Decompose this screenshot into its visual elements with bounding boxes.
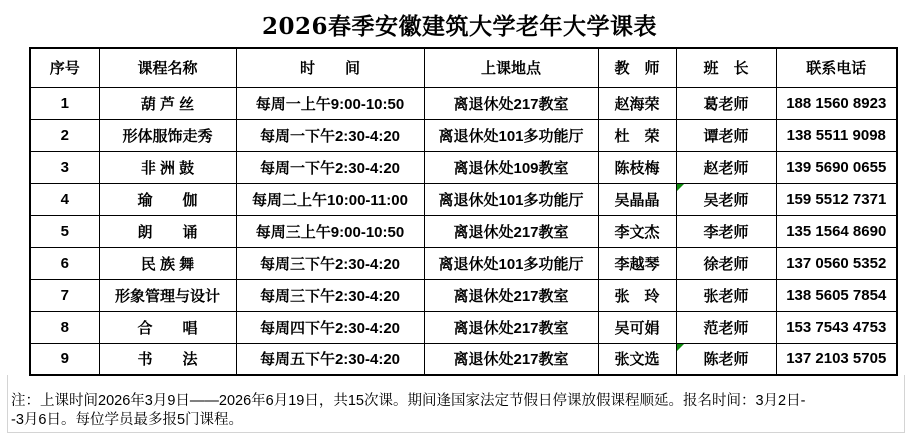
cell-teacher: 李文杰 bbox=[598, 215, 676, 247]
table-row bbox=[30, 279, 897, 311]
cell-monitor: 范老师 bbox=[676, 311, 776, 343]
cell-index: 4 bbox=[30, 183, 99, 215]
cell-course-name: 民 族 舞 bbox=[99, 247, 236, 279]
cell-teacher: 赵海荣 bbox=[598, 87, 676, 119]
cell-teacher: 张文选 bbox=[598, 343, 676, 375]
table-row bbox=[30, 151, 897, 183]
header-location: 上课地点 bbox=[424, 48, 598, 87]
cell-index: 5 bbox=[30, 215, 99, 247]
cell-index: 1 bbox=[30, 87, 99, 119]
cell-time: 每周一下午2:30-4:20 bbox=[236, 151, 424, 183]
table-row bbox=[30, 311, 897, 343]
cell-course-name: 非 洲 鼓 bbox=[99, 151, 236, 183]
cell-phone: 138 5605 7854 bbox=[776, 279, 897, 311]
cell-index: 3 bbox=[30, 151, 99, 183]
cell-time: 每周五下午2:30-4:20 bbox=[236, 343, 424, 375]
cell-course-name: 合 唱 bbox=[99, 311, 236, 343]
cell-phone: 153 7543 4753 bbox=[776, 311, 897, 343]
cell-index: 8 bbox=[30, 311, 99, 343]
cell-course-name: 葫 芦 丝 bbox=[99, 87, 236, 119]
cell-time: 每周三下午2:30-4:20 bbox=[236, 247, 424, 279]
cell-time: 每周三下午2:30-4:20 bbox=[236, 279, 424, 311]
table-row bbox=[30, 215, 897, 247]
error-check-triangle-icon bbox=[677, 184, 684, 191]
cell-course-name: 书 法 bbox=[99, 343, 236, 375]
course-schedule-table bbox=[29, 47, 898, 376]
header-row bbox=[30, 48, 897, 87]
cell-index: 9 bbox=[30, 343, 99, 375]
cell-course-name: 朗 诵 bbox=[99, 215, 236, 247]
header-time: 时 间 bbox=[236, 48, 424, 87]
header-phone: 联系电话 bbox=[776, 48, 897, 87]
cell-monitor: 谭老师 bbox=[676, 119, 776, 151]
table-row bbox=[30, 87, 897, 119]
cell-course-name: 形象管理与设计 bbox=[99, 279, 236, 311]
cell-teacher: 陈枝梅 bbox=[598, 151, 676, 183]
cell-time: 每周三上午9:00-10:50 bbox=[236, 215, 424, 247]
cell-index: 6 bbox=[30, 247, 99, 279]
table-row bbox=[30, 119, 897, 151]
cell-monitor bbox=[676, 183, 776, 215]
cell-teacher: 吴晶晶 bbox=[598, 183, 676, 215]
cell-location: 离退休处217教室 bbox=[424, 311, 598, 343]
cell-phone: 188 1560 8923 bbox=[776, 87, 897, 119]
header-teacher: 教 师 bbox=[598, 48, 676, 87]
cell-teacher: 张 玲 bbox=[598, 279, 676, 311]
cell-phone: 159 5512 7371 bbox=[776, 183, 897, 215]
cell-location: 离退休处101多功能厅 bbox=[424, 119, 598, 151]
cell-time: 每周二上午10:00-11:00 bbox=[236, 183, 424, 215]
cell-location: 离退休处101多功能厅 bbox=[424, 183, 598, 215]
cell-monitor-label: 吴老师 bbox=[703, 191, 749, 209]
cell-location: 离退休处217教室 bbox=[424, 215, 598, 247]
cell-monitor: 张老师 bbox=[676, 279, 776, 311]
cell-phone: 137 2103 5705 bbox=[776, 343, 897, 375]
header-index: 序号 bbox=[30, 48, 99, 87]
cell-phone: 139 5690 0655 bbox=[776, 151, 897, 183]
cell-location: 离退休处217教室 bbox=[424, 87, 598, 119]
cell-time: 每周一下午2:30-4:20 bbox=[236, 119, 424, 151]
cell-phone: 138 5511 9098 bbox=[776, 119, 897, 151]
cell-phone: 137 0560 5352 bbox=[776, 247, 897, 279]
cell-monitor: 徐老师 bbox=[676, 247, 776, 279]
cell-time: 每周一上午9:00-10:50 bbox=[236, 87, 424, 119]
header-course-name: 课程名称 bbox=[99, 48, 236, 87]
cell-teacher: 李越琴 bbox=[598, 247, 676, 279]
page-title: 2026春季安徽建筑大学老年大学课表 bbox=[261, 13, 657, 40]
cell-phone: 135 1564 8690 bbox=[776, 215, 897, 247]
cell-monitor: 李老师 bbox=[676, 215, 776, 247]
cell-monitor: 赵老师 bbox=[676, 151, 776, 183]
cell-index: 7 bbox=[30, 279, 99, 311]
table-row bbox=[30, 183, 897, 215]
cell-location: 离退休处101多功能厅 bbox=[424, 247, 598, 279]
footer-note-line1: 注：上课时间2026年3月9日——2026年6月19日，共15次课。期间逢国家法定节假日停课放假课程顺延。报名时间：3月2日- bbox=[11, 393, 806, 409]
cell-index: 2 bbox=[30, 119, 99, 151]
cell-location: 离退休处109教室 bbox=[424, 151, 598, 183]
cell-location: 离退休处217教室 bbox=[424, 279, 598, 311]
cell-course-name: 形体服饰走秀 bbox=[99, 119, 236, 151]
cell-teacher: 杜 荣 bbox=[598, 119, 676, 151]
cell-location: 离退休处217教室 bbox=[424, 343, 598, 375]
cell-monitor-label: 陈老师 bbox=[703, 351, 749, 369]
cell-monitor: 葛老师 bbox=[676, 87, 776, 119]
cell-teacher: 吴可娟 bbox=[598, 311, 676, 343]
cell-time: 每周四下午2:30-4:20 bbox=[236, 311, 424, 343]
table-row bbox=[30, 343, 897, 375]
cell-monitor bbox=[676, 343, 776, 375]
error-check-triangle-icon bbox=[677, 344, 684, 351]
header-monitor: 班 长 bbox=[676, 48, 776, 87]
footer-note bbox=[7, 375, 905, 433]
cell-course-name: 瑜 伽 bbox=[99, 183, 236, 215]
table-row bbox=[30, 247, 897, 279]
footer-note-line2: -3月6日。每位学员最多报5门课程。 bbox=[11, 412, 244, 428]
